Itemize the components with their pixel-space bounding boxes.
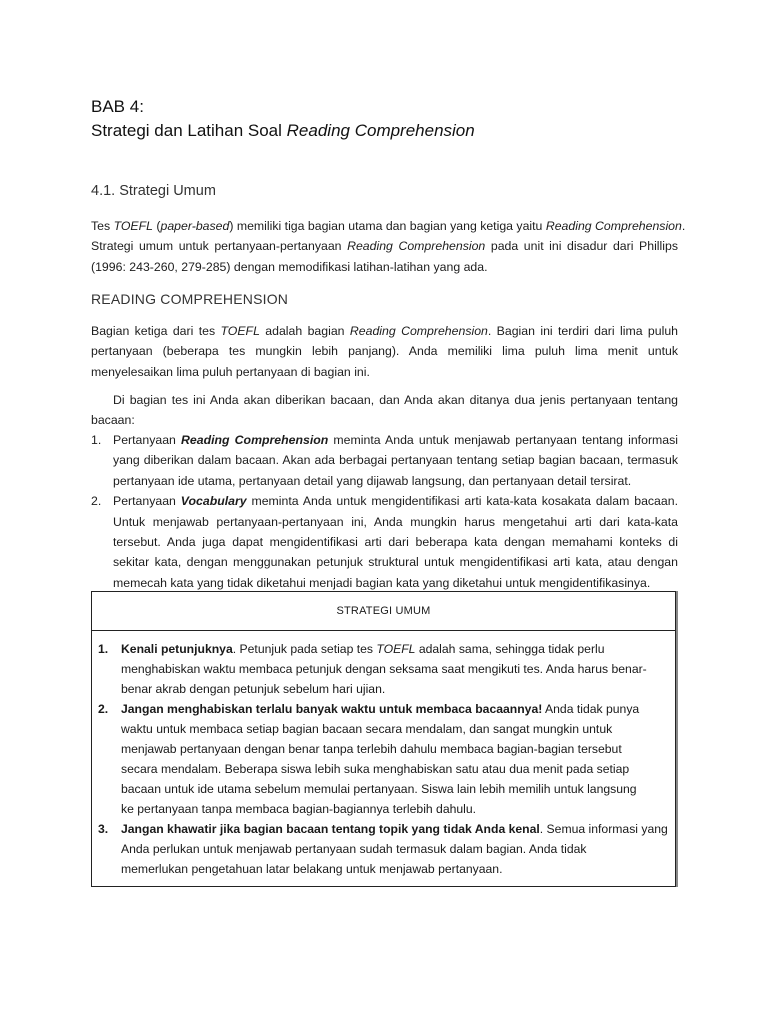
strategy-list	[92, 631, 675, 879]
strategy-item: 2. Jangan menghabiskan terlalu banyak waktu untuk membaca bacaannya! Anda tidak punya waktu untuk membaca setiap bagian bacaan secara mendalam, dan sangat mungkin untuk menjawab pertanyaan dengan benar tanpa terlebih dahulu membaca bagian-bagian tersebut secara mendalam. Beberapa siswa lebih suka menghabiskan satu atau dua menit pada setiap bacaan untuk ide utama sebelum memulai pertanyaan. Siswa lain lebih memilih untuk langsung ke pertanyaan tanpa membaca bagian-bagiannya terlebih dahulu.	[98, 702, 640, 816]
list-item: 2. Pertanyaan Vocabulary meminta Anda untuk mengidentifikasi arti kata-kata kosakata dalam bacaan. Untuk menjawab pertanyaan-pertanyaan ini, Anda mungkin harus mengetahui arti dari kata-kata tersebut. Anda juga dapat mengidentifikasi arti dari beberapa kata dengan memahami konteks di sekitar kata, dengan menggunakan petunjuk struktural untuk mengidentifikasi arti kata, atau dengan memecah kata yang tidak diketahui menjadi bagian kata yang diketahui untuk mengidentifikasinya.	[91, 494, 678, 590]
subheading: READING COMPREHENSION	[91, 291, 289, 307]
box-shadow-edge	[676, 591, 678, 887]
list-item: 1. Pertanyaan Reading Comprehension meminta Anda untuk menjawab pertanyaan tentang informasi yang diberikan dalam bacaan. Akan ada berbagai pertanyaan tentang setiap bagian bacaan, termasuk pertanyaan ide utama, pertanyaan detail yang dijawab langsung, dan pertanyaan detail tersirat.	[91, 433, 678, 488]
question-type-list	[91, 430, 678, 593]
paragraph-2: Di bagian tes ini Anda akan diberikan bacaan, dan Anda akan ditanya dua jenis pertanyaan tentang bacaan:	[91, 393, 678, 428]
chapter-title: Strategi dan Latihan Soal Reading Comprehension	[91, 121, 475, 140]
intro-paragraph: Tes TOEFL (paper-based) memiliki tiga bagian utama dan bagian yang ketiga yaitu Reading Comprehension. Strategi umum untuk pertanyaan-pertanyaan Reading Comprehension pada unit ini disadur dari Phillips (1996: 243-260, 279-285) dengan memodifikasi latihan-latihan yang ada.	[91, 219, 686, 274]
strategy-box-title: STRATEGI UMUM	[92, 592, 675, 631]
strategy-item: 1. Kenali petunjuknya. Petunjuk pada setiap tes TOEFL adalah sama, sehingga tidak perlu menghabiskan waktu membaca petunjuk dengan seksama saat mengikuti tes. Anda harus benar- benar akrab dengan petunjuk sebelum hari ujian.	[98, 642, 647, 696]
chapter-heading	[91, 95, 475, 143]
strategy-box	[91, 591, 676, 887]
chapter-number: BAB 4:	[91, 97, 144, 116]
paragraph-1: Bagian ketiga dari tes TOEFL adalah bagian Reading Comprehension. Bagian ini terdiri dari lima puluh pertanyaan (beberapa tes mungkin lebih panjang). Anda memiliki lima puluh lima menit untuk menyelesaikan lima puluh pertanyaan di bagian ini.	[91, 324, 678, 379]
strategy-item: 3. Jangan khawatir jika bagian bacaan tentang topik yang tidak Anda kenal. Semua informasi yang Anda perlukan untuk menjawab pertanyaan sudah termasuk dalam bagian. Anda tidak memerlukan pengetahuan latar belakang untuk menjawab pertanyaan.	[98, 822, 668, 876]
section-title: 4.1. Strategi Umum	[91, 183, 216, 199]
